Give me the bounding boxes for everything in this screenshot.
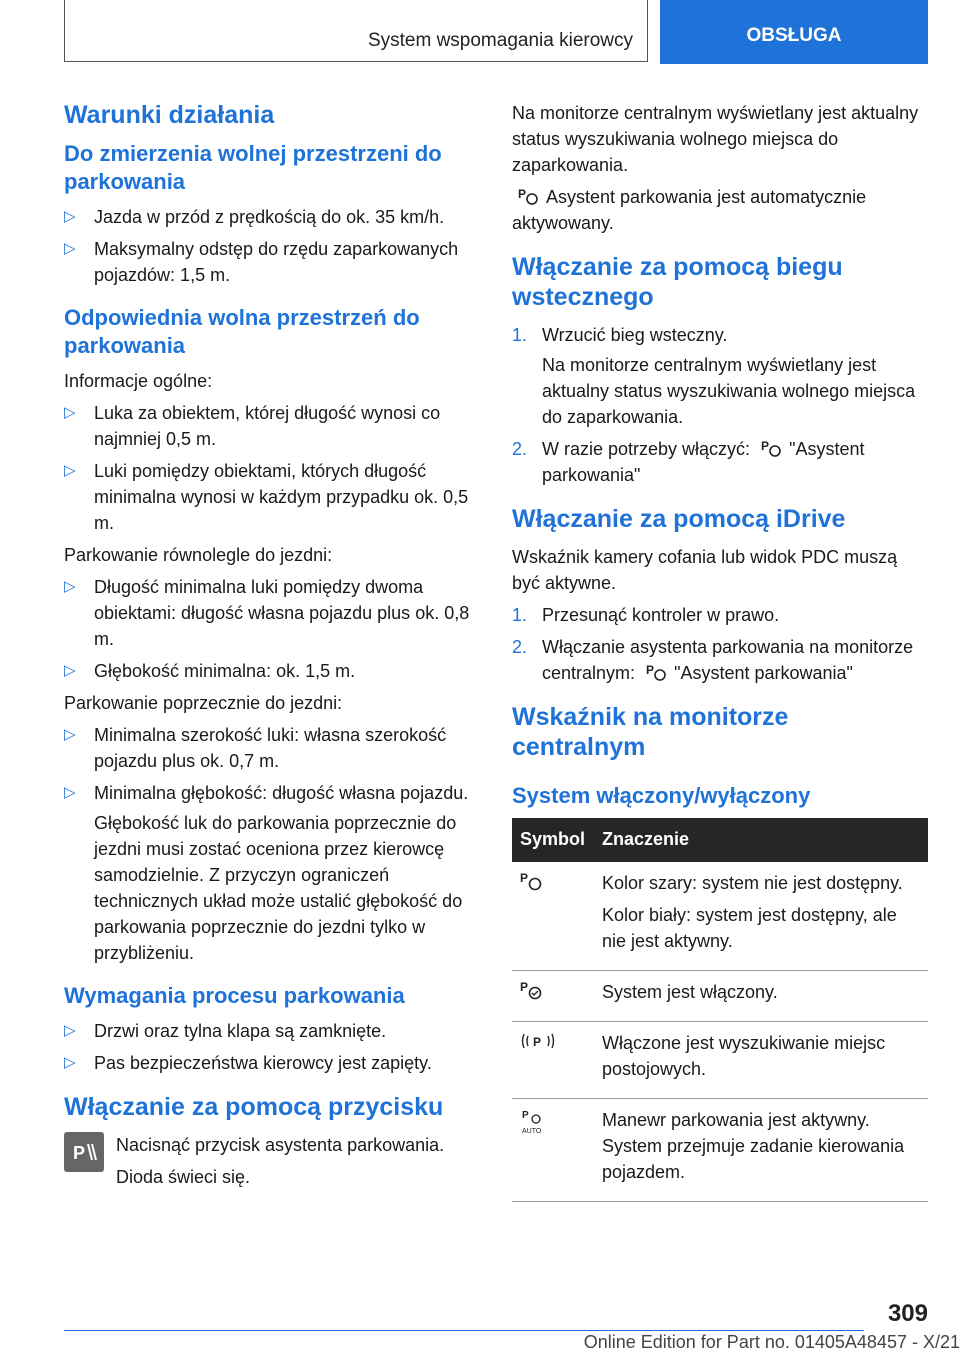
general-list bbox=[64, 400, 484, 536]
page-number: 309 bbox=[887, 1300, 928, 1327]
table-header-row bbox=[512, 818, 928, 862]
right-column bbox=[512, 100, 928, 1202]
heading-onoff: System włączony/wyłączony bbox=[512, 783, 811, 808]
list-item: ▷ Jazda w przód z prędkością do ok. 35 km/h. bbox=[64, 204, 484, 230]
list-item: ▷ Minimalna głębokość: długość własna pojazdu. Głębokość luk do parkowania poprzecznie do jezdni musi zostać oceniona przez kierowcę samodzielnie. Z przyczyn ograniczeń technicznych układ może ustalić głębokość do parkowania poprzecznie do jezdni tylko w przybliżeniu. bbox=[64, 780, 484, 966]
edition-footer: Online Edition for Part no. 01405A48457 - X/21 bbox=[583, 1332, 960, 1352]
parking-auto-icon bbox=[512, 1099, 594, 1202]
idrive-steps bbox=[512, 602, 928, 686]
parking-assistant-icon bbox=[646, 662, 668, 682]
svg-text:P: P bbox=[518, 187, 527, 201]
intro-text: Na monitorze centralnym wyświetlany jest aktualny status wyszukiwania wolnego miejsca do zaparkowania. bbox=[512, 103, 919, 175]
svg-text:AUTO: AUTO bbox=[522, 1128, 542, 1135]
list-item: ▷ Pas bezpieczeństwa kierowcy jest zapięty. bbox=[64, 1050, 484, 1076]
svg-text:P: P bbox=[520, 980, 529, 994]
auto-note: P Asystent parkowania jest automatycznie aktywowany. bbox=[512, 187, 867, 233]
col-meaning: Znaczenie bbox=[594, 818, 928, 862]
button-block bbox=[64, 1132, 484, 1190]
step-item: 1. Przesunąć kontroler w prawo. bbox=[512, 605, 780, 625]
bullet-triangle-icon: ▷ bbox=[64, 404, 76, 421]
bullet-triangle-icon: ▷ bbox=[64, 578, 76, 595]
button-led: Dioda świeci się. bbox=[116, 1167, 251, 1187]
idrive-intro: Wskaźnik kamery cofania lub widok PDC muszą być aktywne. bbox=[512, 547, 898, 593]
page-header bbox=[64, 0, 928, 64]
parallel-label: Parkowanie równolegle do jezdni: bbox=[64, 545, 333, 565]
footer-divider bbox=[64, 1330, 864, 1331]
left-column bbox=[64, 100, 484, 1196]
list-item: ▷ Maksymalny odstęp do rzędu zaparkowanych pojazdów: 1,5 m. bbox=[64, 236, 484, 288]
measure-list bbox=[64, 204, 484, 288]
svg-text:P: P bbox=[522, 1110, 529, 1121]
parking-assistant-icon bbox=[518, 186, 540, 206]
table-row: P AUTO Manewr parkowania jest aktywny. System przejmuje zadanie kierowania pojazdem. bbox=[512, 1099, 928, 1202]
list-item: ▷ Drzwi oraz tylna klapa są zamknięte. bbox=[64, 1018, 484, 1044]
parking-assistant-active-icon bbox=[512, 971, 594, 1022]
svg-text:P: P bbox=[520, 871, 529, 885]
bullet-triangle-icon: ▷ bbox=[64, 240, 76, 257]
table-row: P Kolor szary: system nie jest dostępny. Kolor biały: system jest dostępny, ale nie jest aktywny. bbox=[512, 862, 928, 971]
bullet-triangle-icon: ▷ bbox=[64, 208, 76, 225]
step-item: 1. Wrzucić bieg wsteczny. Na monitorze centralnym wyświetlany jest aktualny status wyszukiwania wolnego miejsca do zaparkowania. bbox=[512, 325, 916, 427]
col-symbol: Symbol bbox=[512, 818, 594, 862]
list-item: ▷ Długość minimalna luki pomiędzy dwoma obiektami: długość własna pojazdu plus ok. 0,8 m. bbox=[64, 574, 484, 652]
heading-reverse: Włączanie za pomocą biegu wstecznego bbox=[512, 253, 843, 311]
table-row: P Włączone jest wyszukiwanie miejsc postojowych. bbox=[512, 1022, 928, 1099]
parallel-list bbox=[64, 574, 484, 684]
header-frame bbox=[64, 0, 648, 62]
table-row: P System jest włączony. bbox=[512, 971, 928, 1022]
bullet-triangle-icon: ▷ bbox=[64, 462, 76, 479]
parking-assistant-icon bbox=[761, 438, 783, 458]
parking-search-icon bbox=[512, 1022, 594, 1099]
button-text: Nacisnąć przycisk asystenta parkowania. bbox=[116, 1135, 445, 1155]
symbol-table bbox=[512, 818, 928, 1202]
perp-label: Parkowanie poprzecznie do jezdni: bbox=[64, 693, 343, 713]
heading-requirements: Wymagania procesu parkowania bbox=[64, 983, 405, 1008]
requirements-list bbox=[64, 1018, 484, 1076]
heading-idrive: Włączanie za pomocą iDrive bbox=[512, 505, 846, 533]
list-item: ▷ Luka za obiektem, której długość wynosi co najmniej 0,5 m. bbox=[64, 400, 484, 452]
svg-text:P: P bbox=[73, 1143, 86, 1163]
perp-list bbox=[64, 722, 484, 966]
svg-text:P: P bbox=[761, 439, 770, 453]
chapter-tab[interactable]: OBSŁUGA bbox=[660, 0, 928, 64]
parking-assistant-button-icon bbox=[64, 1132, 104, 1172]
bullet-triangle-icon: ▷ bbox=[64, 1054, 76, 1071]
list-item: ▷ Luki pomiędzy obiektami, których długość minimalna wynosi w każdym przypadku ok. 0,5 m. bbox=[64, 458, 484, 536]
heading-button: Włączanie za pomocą przycisku bbox=[64, 1093, 444, 1121]
list-item: ▷ Głębokość minimalna: ok. 1,5 m. bbox=[64, 658, 484, 684]
heading-space: Odpowiednia wolna przestrzeń do parkowania bbox=[64, 305, 420, 358]
bullet-triangle-icon: ▷ bbox=[64, 784, 76, 801]
step-item: 2. Włączanie asystenta parkowania na monitorze centralnym: P "Asystent parkowania" bbox=[512, 637, 914, 683]
heading-indicator: Wskaźnik na monitorze centralnym bbox=[512, 703, 789, 761]
svg-text:P: P bbox=[646, 663, 655, 677]
section-title: System wspomagania kierowcy bbox=[367, 30, 633, 51]
bullet-triangle-icon: ▷ bbox=[64, 1022, 76, 1039]
list-item: ▷ Minimalna szerokość luki: własna szerokość pojazdu plus ok. 0,7 m. bbox=[64, 722, 484, 774]
parking-assistant-icon bbox=[512, 862, 594, 971]
bullet-triangle-icon: ▷ bbox=[64, 726, 76, 743]
step-item: 2. W razie potrzeby włączyć: P "Asystent parkowania" bbox=[512, 439, 865, 485]
heading-conditions: Warunki działania bbox=[64, 101, 275, 129]
heading-measure: Do zmierzenia wolnej przestrzeni do parkowania bbox=[64, 141, 442, 194]
general-label: Informacje ogólne: bbox=[64, 371, 213, 391]
perp-note: Głębokość luk do parkowania poprzecznie do jezdni musi zostać oceniona przez kierowcę samodzielnie. Z przyczyn ograniczeń technicznych układ może ustalić głębokość do parkowania poprzecznie do jezdni tylko w przybliżeniu. bbox=[94, 813, 463, 963]
svg-text:P: P bbox=[533, 1035, 542, 1049]
bullet-triangle-icon: ▷ bbox=[64, 662, 76, 679]
reverse-steps bbox=[512, 322, 928, 488]
